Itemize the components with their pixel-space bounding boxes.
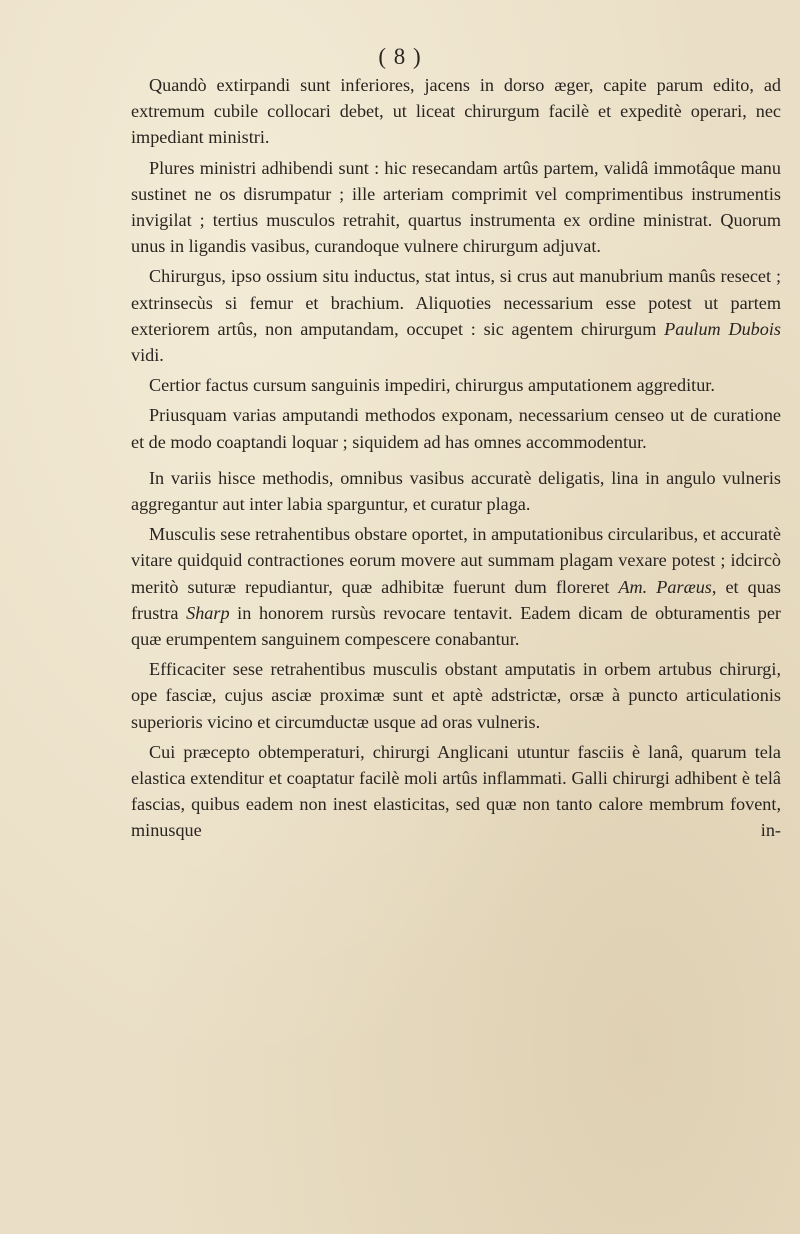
paragraph-9-text: Cui præcepto obtemperaturi, chirurgi Anglicani utuntur fasciis è lanâ, quarum tela elastica extenditur et coaptatur facilè moli artûs inflammati. Galli chirurgi adhibent è telâ fascias, quibus eadem non inest elasticitas, sed quæ non tanto calore membrum fovent, minusque in- [131,741,781,841]
paragraph-7-text-mid: , et quas frustra [131,576,782,623]
paragraph-4-text: Certior factus cursum sanguinis impediri, chirurgus amputationem aggreditur. [149,375,715,396]
name-am-paraeus: Am. Paræus [618,576,712,597]
paragraph-4 [131,372,781,398]
paragraph-6-text: In variis hisce methodis, omnibus vasibus accuratè deligatis, lina in angulo vulneris aggregantur aut inter labia sparguntur, et curatur plaga. [131,467,781,515]
paragraph-5-text: Priusquam varias amputandi methodos exponam, necessarium censeo ut de curatione et de modo coaptandi loquar ; siquidem ad has omnes accommodentur. [131,405,781,452]
paragraph-9 [131,739,781,844]
paragraph-7-text: Musculis sese retrahentibus obstare oportet, in amputationibus circularibus, et accuratè vitare quidquid contractiones eorum movere aut summam plagam vexare potest ; idcircò meritò suturæ repudiantur, quæ adhibitæ fuerunt dum floreret [131,524,781,597]
paragraph-3-text: Chirurgus, ipso ossium situ inductus, stat intus, si crus aut manubrium manûs resecet ; extrinsecùs si femur et brachium. Aliquoties necessarium esse potest ut partem exteriorem artûs, non amputandam, occupet : sic agentem chirurgum [131,266,781,339]
paragraph-3-text-end: vidi. [131,345,164,366]
body-text [131,72,781,844]
paragraph-1-text: Quandò extirpandi sunt inferiores, jacens in dorso æger, capite parum edito, ad extremum cubile collocari debet, ut liceat chirurgum facilè et expeditè operari, nec impediant ministri. [131,75,781,148]
name-paulum-dubois: Paulum Dubois [664,318,781,339]
paragraph-7-text-end: in honorem rursùs revocare tentavit. Eadem dicam de obturamentis per quæ erumpentem sanguinem compescere conabantur. [131,602,781,650]
paragraph-3 [131,263,781,368]
paragraph-8 [131,656,781,735]
paragraph-8-text: Efficaciter sese retrahentibus musculis obstant amputatis in orbem artubus chirurgi, ope fasciæ, cujus asciæ proximæ sunt et aptè adstrictæ, orsæ à puncto articulationis superioris vicino et circumductæ usque ad oras vulneris. [131,659,781,732]
paragraph-7 [131,521,781,652]
paragraph-6 [131,465,781,517]
paragraph-2-text: Plures ministri adhibendi sunt : hic resecandam artûs partem, validâ immotâque manu sustinet ne os disrumpatur ; ille arteriam comprimit vel comprimentibus instrumentis invigilat ; tertius musculos retrahit, quartus instrumenta ex ordine ministrat. Quorum unus in ligandis vasibus, curandoque vulnere chirurgum adjuvat. [131,157,781,257]
paragraph-1 [131,72,781,151]
paragraph-2 [131,155,781,260]
name-sharp: Sharp [186,602,230,623]
paragraph-5 [131,402,781,454]
page-number: ( 8 ) [378,44,422,69]
